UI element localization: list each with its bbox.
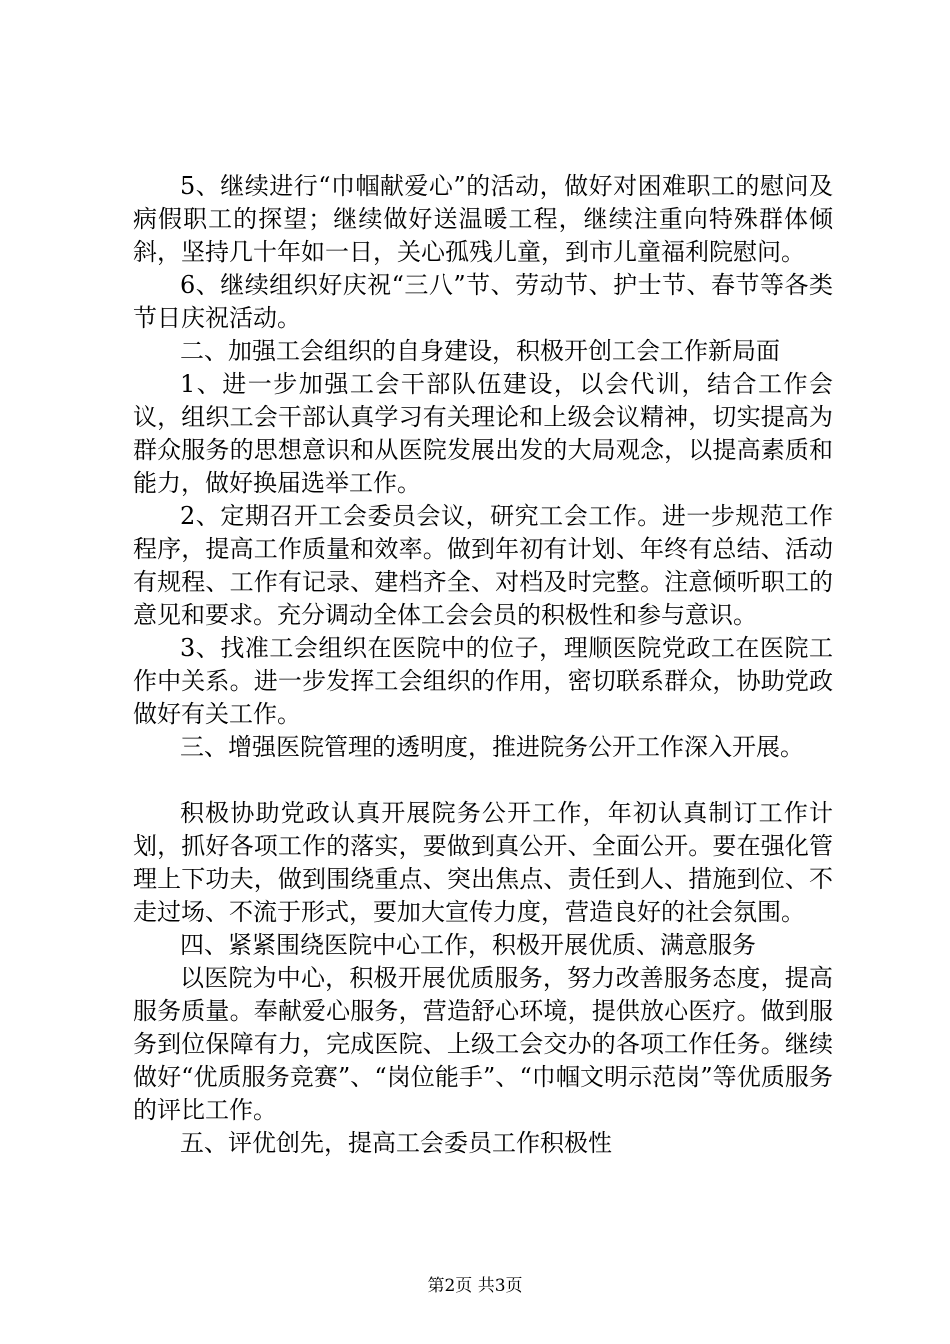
paragraph-item-2-1: 1、进一步加强工会干部队伍建设，以会代训，结合工作会议，组织工会干部认真学习有关理论和上级会议精神，切实提高为群众服务的思想意识和从医院发展出发的大局观念，以提高素质和能力，做好换届选举工作。 — [133, 370, 833, 497]
section-heading-3: 三、增强医院管理的透明度，推进院务公开工作深入开展。 — [180, 733, 804, 761]
section-heading-5: 五、评优创先，提高工会委员工作积极性 — [180, 1129, 612, 1157]
section-heading-2: 二、加强工会组织的自身建设，积极开创工会工作新局面 — [180, 337, 780, 365]
paragraph-item-2-2: 2、定期召开工会委员会议，研究工会工作。进一步规范工作程序，提高工作质量和效率。做到年初有计划、年终有总结、活动有规程、工作有记录、建档齐全、对档及时完整。注意倾听职工的意见和要求。充分调动全体工会会员的积极性和参与意识。 — [133, 502, 833, 629]
section-heading-4: 四、紧紧围绕医院中心工作，积极开展优质、满意服务 — [180, 931, 756, 959]
page-number-footer: 第2页 共3页 — [427, 1276, 523, 1296]
paragraph-section-3-body: 积极协助党政认真开展院务公开工作，年初认真制订工作计划，抓好各项工作的落实，要做到真公开、全面公开。要在强化管理上下功夫，做到围绕重点、突出焦点、责任到人、措施到位、不走过场、不流于形式，要加大宣传力度，营造良好的社会氛围。 — [133, 799, 833, 926]
paragraph-section-4-body: 以医院为中心，积极开展优质服务，努力改善服务态度，提高服务质量。奉献爱心服务，营造舒心环境，提供放心医疗。做到服务到位保障有力，完成医院、上级工会交办的各项工作任务。继续做好“优质服务竞赛”、“岗位能手”、“巾帼文明示范岗”等优质服务的评比工作。 — [133, 964, 833, 1124]
paragraph-item-2-3: 3、找准工会组织在医院中的位子，理顺医院党政工在医院工作中关系。进一步发挥工会组织的作用，密切联系群众，协助党政做好有关工作。 — [133, 634, 833, 728]
paragraph-item-5: 5、继续进行“巾帼献爱心”的活动，做好对困难职工的慰问及病假职工的探望；继续做好送温暖工程，继续注重向特殊群体倾斜，坚持几十年如一日，关心孤残儿童，到市儿童福利院慰问。 — [133, 172, 833, 266]
paragraph-item-6: 6、继续组织好庆祝“三八”节、劳动节、护士节、春节等各类节日庆祝活动。 — [133, 271, 833, 332]
document-body — [133, 170, 833, 1160]
